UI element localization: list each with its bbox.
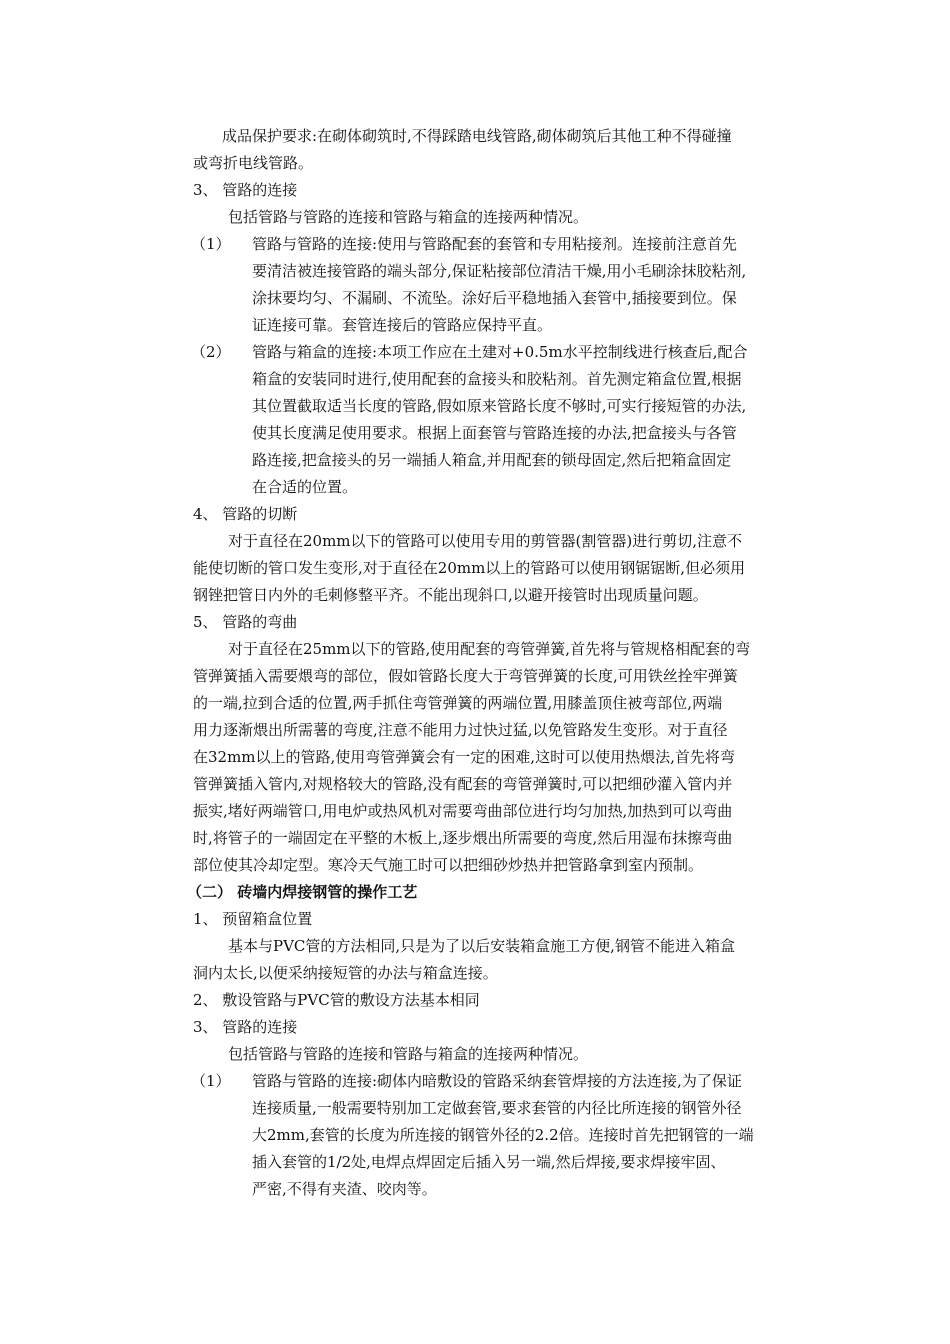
section-heading: 3、 管路的连接 bbox=[193, 181, 298, 199]
section-heading: 2、 敷设管路与PVC管的敷设方法基本相同 bbox=[193, 991, 480, 1009]
paragraph-line: 管路与管路的连接:砌体内暗敷设的管路采纳套管焊接的方法连接,为了保证 bbox=[252, 1072, 742, 1090]
paragraph-line: 时,将管子的一端固定在平整的木板上,逐步煨出所需要的弯度,然后用湿布抹擦弯曲 bbox=[193, 829, 733, 847]
paragraph-line: 箱盒的安装同时进行,使用配套的盒接头和胶粘剂。首先测定箱盒位置,根据 bbox=[252, 370, 742, 388]
section-heading: 4、 管路的切断 bbox=[193, 505, 298, 523]
paragraph-line: 部位使其冷却定型。寒冷天气施工时可以把细砂炒热并把管路拿到室内预制。 bbox=[193, 856, 704, 874]
paragraph-line: 对于直径在20mm以下的管路可以使用专用的剪管器(割管器)进行剪切,注意不 bbox=[228, 532, 743, 550]
paragraph-line: 能使切断的管口发生变形,对于直径在20mm以上的管路可以使用钢锯锯断,但必须用 bbox=[193, 559, 746, 577]
paragraph-line: 振实,堵好两端管口,用电炉或热风机对需要弯曲部位进行均匀加热,加热到可以弯曲 bbox=[193, 802, 733, 820]
item-number: （1） bbox=[191, 235, 231, 253]
paragraph-line: 洞内太长,以便采纳接短管的办法与箱盒连接。 bbox=[193, 964, 498, 982]
paragraph-line: 管路与管路的连接:使用与管路配套的套管和专用粘接剂。连接前注意首先 bbox=[252, 235, 738, 253]
chapter-heading: （二） 砖墙内焊接钢管的操作工艺 bbox=[187, 883, 418, 901]
paragraph-line: 基本与PVC管的方法相同,只是为了以后安装箱盒施工方便,钢管不能进入箱盒 bbox=[228, 937, 735, 955]
section-heading: 5、 管路的弯曲 bbox=[193, 613, 298, 631]
section-heading: 1、 预留箱盒位置 bbox=[193, 910, 313, 928]
paragraph-line: 严密,不得有夹渣、咬肉等。 bbox=[252, 1180, 437, 1198]
paragraph-line: 管路与箱盒的连接:本项工作应在土建对+0.5m水平控制线进行核查后,配合 bbox=[252, 343, 748, 361]
paragraph-line: 要清洁被连接管路的端头部分,保证粘接部位清洁干燥,用小毛刷涂抹胶粘剂, bbox=[252, 262, 747, 280]
paragraph-line: 在合适的位置。 bbox=[252, 478, 358, 496]
paragraph-line: 插入套管的1/2处,电焊点焊固定后插入另一端,然后焊接,要求焊接牢固、 bbox=[252, 1153, 726, 1171]
paragraph-line: 或弯折电线管路。 bbox=[193, 154, 314, 172]
paragraph-line: 成品保护要求:在砌体砌筑时,不得踩踏电线管路,砌体砌筑后其他工种不得碰撞 bbox=[222, 127, 732, 145]
item-number: （2） bbox=[191, 343, 231, 361]
paragraph-line: 用力逐渐煨出所需薯的弯度,注意不能用力过快过猛,以免管路发生变形。对于直径 bbox=[193, 721, 728, 739]
section-heading: 3、 管路的连接 bbox=[193, 1018, 298, 1036]
item-number: （1） bbox=[191, 1072, 231, 1090]
paragraph-line: 路连接,把盒接头的另一端插人箱盒,并用配套的锁母固定,然后把箱盒固定 bbox=[252, 451, 732, 469]
paragraph-line: 大2mm,套管的长度为所连接的钢管外径的2.2倍。连接时首先把钢管的一端 bbox=[252, 1126, 754, 1144]
paragraph-line: 使其长度满足使用要求。根据上面套管与管路连接的办法,把盒接头与各管 bbox=[252, 424, 737, 442]
paragraph-line: 在32mm以上的管路,使用弯管弹簧会有一定的困难,这时可以使用热煨法,首先将弯 bbox=[193, 748, 735, 766]
paragraph-line: 涂抹要均匀、不漏刷、不流坠。涂好后平稳地插入套管中,插接要到位。保 bbox=[252, 289, 737, 307]
paragraph-line: 包括管路与管路的连接和管路与箱盒的连接两种情况。 bbox=[228, 1045, 589, 1063]
paragraph-line: 管弹簧插入管内,对规格较大的管路,没有配套的弯管弹簧时,可以把细砂灌入管内并 bbox=[193, 775, 733, 793]
paragraph-line: 连接质量,一般需要特别加工定做套管,要求套管的内径比所连接的钢管外径 bbox=[252, 1099, 742, 1117]
paragraph-line: 证连接可靠。套管连接后的管路应保持平直。 bbox=[252, 316, 553, 334]
paragraph-line: 管弹簧插入需要煨弯的部位，假如管路长度大于弯管弹簧的长度,可用铁丝拴牢弹簧 bbox=[193, 667, 738, 685]
paragraph-line: 对于直径在25mm以下的管路,使用配套的弯管弹簧,首先将与管规格相配套的弯 bbox=[228, 640, 751, 658]
paragraph-line: 的一端,拉到合适的位置,两手抓住弯管弹簧的两端位置,用膝盖顶住被弯部位,两端 bbox=[193, 694, 723, 712]
paragraph-line: 钢锉把管日内外的毛刺修整平齐。不能出现斜口,以避开接管时出现质量问题。 bbox=[193, 586, 708, 604]
paragraph-line: 包括管路与管路的连接和管路与箱盒的连接两种情况。 bbox=[228, 208, 589, 226]
paragraph-line: 其位置截取适当长度的管路,假如原来管路长度不够时,可实行接短管的办法, bbox=[252, 397, 747, 415]
